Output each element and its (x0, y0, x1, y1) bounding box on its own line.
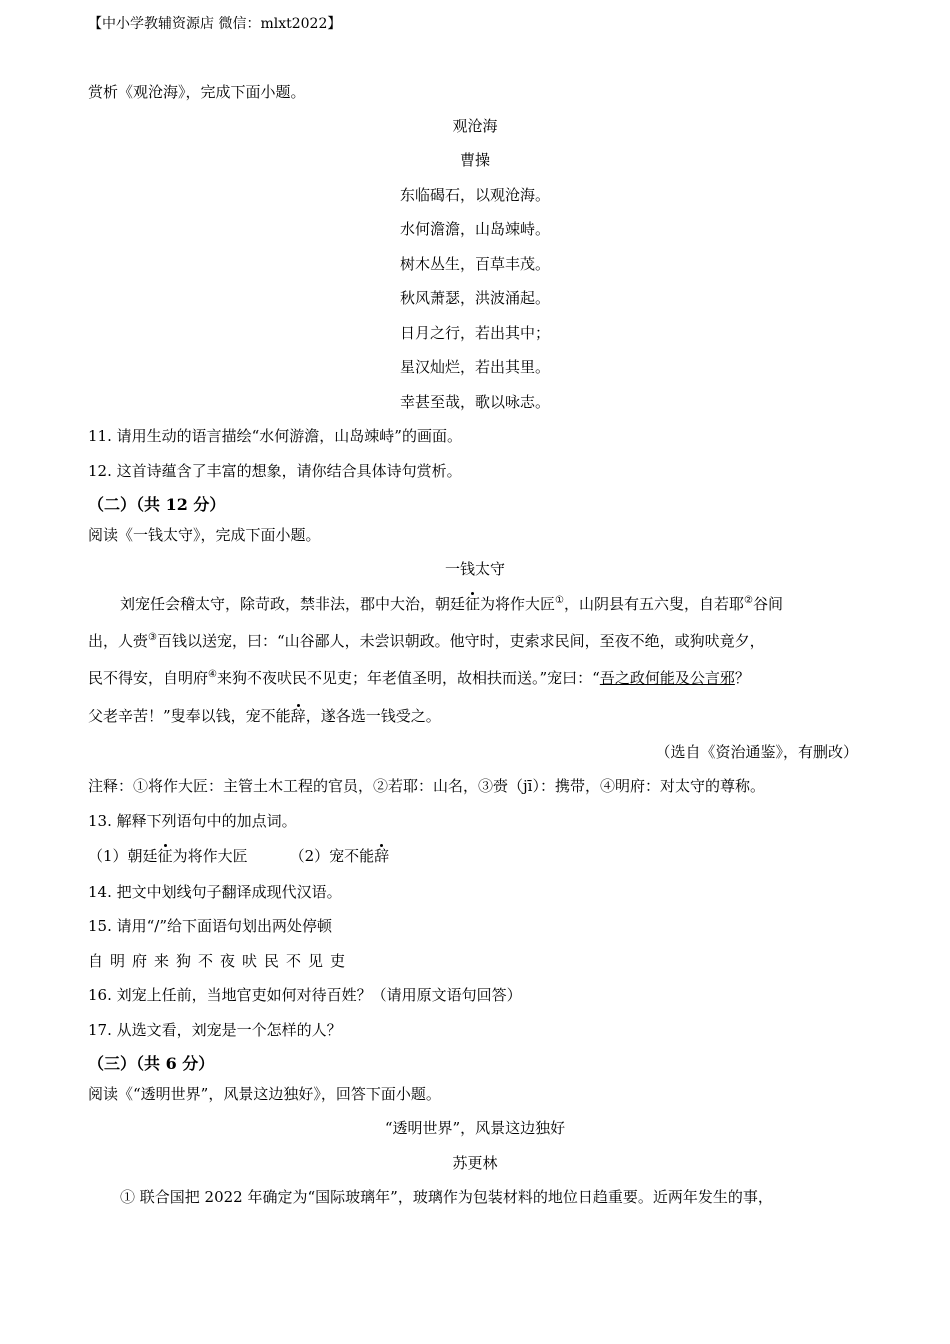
dotted-char: 辞 (290, 707, 306, 725)
question-14: 14. 把文中划线句子翻译成现代汉语。 (88, 883, 342, 901)
page-header: 【中小学教辅资源店 微信：mlxt2022】 (88, 16, 342, 32)
question-16: 16. 刘宠上任前，当地官吏如何对待百姓？（请用原文语句回答） (88, 986, 522, 1004)
article-title: “透明世界”，风景这边独好 (384, 1119, 566, 1137)
question-13: 13. 解释下列语句中的加点词。 (88, 812, 297, 830)
question-12: 12. 这首诗蕴含了丰富的想象，请你结合具体诗句赏析。 (88, 462, 462, 480)
passage-line-4: 父老辛苦！”叟奉以钱，宠不能辞，遂各选一钱受之。 (88, 707, 441, 725)
article-paragraph-1: ① 联合国把 2022 年确定为“国际玻璃年”，玻璃作为包装材料的地位日趋重要。近两年发生的事， (120, 1188, 773, 1206)
section3-heading: （三）（共 6 分） (88, 1054, 215, 1073)
poem-line: 树木丛生，百草丰茂。 (399, 255, 550, 273)
dotted-char: 辞 (374, 847, 390, 865)
footnote-marker: ② (744, 595, 753, 606)
question-11: 11. 请用生动的语言描绘“水何游澹，山岛竦峙”的画面。 (88, 427, 462, 445)
poem-line: 秋风萧瑟，洪波涌起。 (399, 289, 550, 307)
passage-notes: 注释：①将作大匠：主管土木工程的官员，②若耶：山名，③赍（jī）：携带，④明府：对太守的尊称。 (88, 777, 765, 795)
poem-line: 日月之行，若出其中； (399, 324, 550, 342)
dotted-char: 征 (157, 847, 173, 865)
footnote-marker: ① (555, 595, 565, 606)
footnote-marker: ③ (148, 632, 157, 643)
section2-intro: 阅读《一钱太守》，完成下面小题。 (88, 526, 321, 544)
article-author: 苏更林 (452, 1154, 498, 1172)
poem-line: 水何澹澹，山岛竦峙。 (399, 220, 550, 238)
question-15: 15. 请用“/”给下面语句划出两处停顿 (88, 917, 333, 935)
poem-line: 幸甚至哉，歌以咏志。 (399, 393, 550, 411)
footnote-marker: ④ (208, 669, 217, 680)
poem-line: 星汉灿烂，若出其里。 (399, 358, 550, 376)
passage-line-1: 刘宠任会稽太守，除苛政，禁非法，郡中大治，朝廷征为将作大匠①，山阴县有五六叟，自若耶②谷间 (120, 595, 784, 613)
poem-author: 曹操 (459, 151, 490, 169)
question-15-text: 自明府来狗不夜吠民不见吏 (88, 952, 353, 970)
section1-intro: 赏析《观沧海》，完成下面小题。 (88, 83, 306, 101)
question-17: 17. 从选文看，刘宠是一个怎样的人？ (88, 1021, 342, 1039)
section3-intro: 阅读《“透明世界”，风景这边独好》，回答下面小题。 (88, 1085, 441, 1103)
section2-heading: （二）（共 12 分） (88, 495, 226, 514)
poem-title: 观沧海 (452, 117, 498, 135)
dotted-char: 征 (465, 595, 481, 613)
passage-line-2: 出，人赍③百钱以送宠，曰：“山谷鄙人，未尝识朝政。他守时，吏索求民间，至夜不绝，或狗吠竟夕， (88, 632, 765, 650)
poem-line: 东临碣石，以观沧海。 (399, 186, 550, 204)
underlined-sentence: 吾之政何能及公言邪 (599, 669, 735, 687)
passage-title: 一钱太守 (444, 560, 505, 578)
question-13-items: （1）朝廷征为将作大匠 （2）宠不能辞 (88, 847, 390, 865)
passage-line-3: 民不得安，自明府④来狗不夜吠民不见吏；年老值圣明，故相扶而送。”宠曰：“吾之政何能及公言邪？ (88, 669, 750, 687)
passage-source: （选自《资治通鉴》，有删改） (655, 743, 858, 761)
